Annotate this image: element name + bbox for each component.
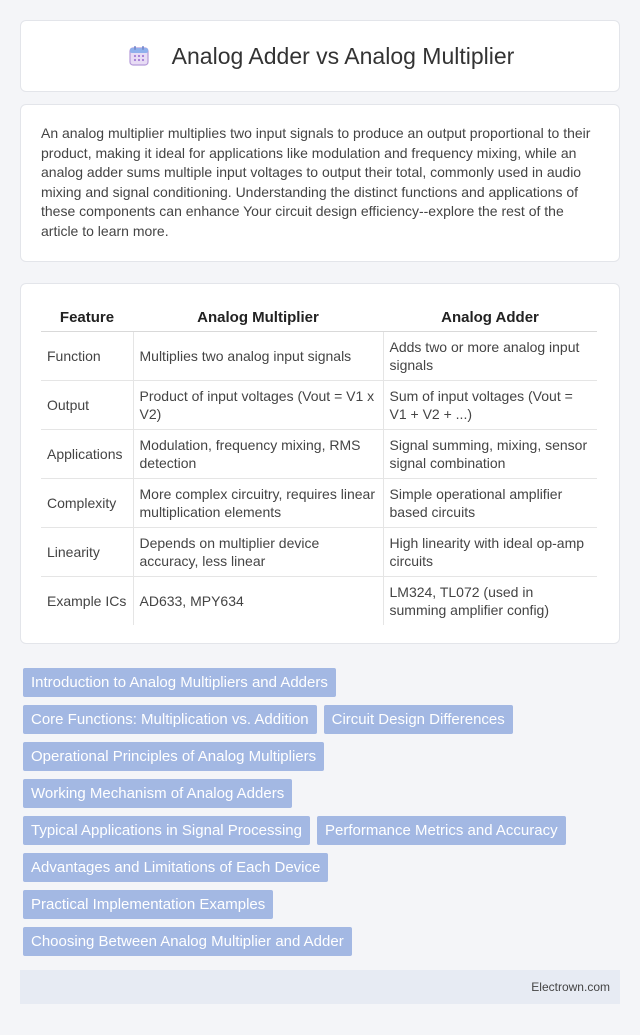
tag-link[interactable]: Advantages and Limitations of Each Device xyxy=(23,853,328,882)
table-cell-feature: Output xyxy=(41,380,133,429)
page-title: Analog Adder vs Analog Multiplier xyxy=(171,42,515,69)
calendar-icon xyxy=(126,43,152,69)
title-card xyxy=(20,20,620,92)
table-cell-multiplier: More complex circuitry, requires linear multiplication elements xyxy=(133,478,383,527)
tag-row xyxy=(23,853,623,882)
column-header-adder: Analog Adder xyxy=(383,304,597,331)
table-row xyxy=(41,429,597,478)
table-cell-feature: Applications xyxy=(41,429,133,478)
table-cell-adder: High linearity with ideal op-amp circuits xyxy=(383,527,597,576)
table-cell-multiplier: Depends on multiplier device accuracy, less linear xyxy=(133,527,383,576)
table-row xyxy=(41,331,597,380)
table-cell-multiplier: Multiplies two analog input signals xyxy=(133,331,383,380)
table-cell-multiplier: Modulation, frequency mixing, RMS detection xyxy=(133,429,383,478)
table-cell-feature: Complexity xyxy=(41,478,133,527)
table-row xyxy=(41,576,597,625)
table-cell-adder: LM324, TL072 (used in summing amplifier config) xyxy=(383,576,597,625)
tag-link[interactable]: Typical Applications in Signal Processing xyxy=(23,816,310,845)
intro-text: An analog multiplier multiplies two input signals to produce an output proportional to their product, making it ideal for applications like modulation and frequency mixing, while an analog adder sums multiple input voltages to output their total, commonly used in audio mixing and signal conditioning. Understanding the distinct functions and applications of these components can enhance Your circuit design efficiency--explore the rest of the article to learn more. xyxy=(41,125,591,239)
tag-row xyxy=(23,742,623,771)
footer-brand: Electrown.com xyxy=(531,980,610,994)
tag-row xyxy=(23,779,623,808)
table-cell-adder: Simple operational amplifier based circuits xyxy=(383,478,597,527)
table-cell-adder: Adds two or more analog input signals xyxy=(383,331,597,380)
table-row xyxy=(41,380,597,429)
table-cell-multiplier: AD633, MPY634 xyxy=(133,576,383,625)
tag-link[interactable]: Practical Implementation Examples xyxy=(23,890,273,919)
tag-link[interactable]: Introduction to Analog Multipliers and Adders xyxy=(23,668,336,697)
footer xyxy=(20,970,620,1004)
table-cell-feature: Example ICs xyxy=(41,576,133,625)
table-cell-feature: Function xyxy=(41,331,133,380)
table-cell-adder: Sum of input voltages (Vout = V1 + V2 + ...) xyxy=(383,380,597,429)
table-cell-adder: Signal summing, mixing, sensor signal combination xyxy=(383,429,597,478)
tag-row xyxy=(23,890,623,919)
tag-link[interactable]: Core Functions: Multiplication vs. Addition xyxy=(23,705,317,734)
table-cell-multiplier: Product of input voltages (Vout = V1 x V2) xyxy=(133,380,383,429)
tag-link[interactable]: Choosing Between Analog Multiplier and Adder xyxy=(23,927,352,956)
tag-link[interactable]: Circuit Design Differences xyxy=(324,705,513,734)
comparison-table xyxy=(41,304,597,625)
comparison-table-card xyxy=(20,283,620,644)
tag-row xyxy=(23,705,623,734)
tag-row xyxy=(23,927,623,956)
intro-card xyxy=(20,104,620,262)
tag-link[interactable]: Operational Principles of Analog Multipliers xyxy=(23,742,324,771)
table-row xyxy=(41,478,597,527)
tag-link[interactable]: Performance Metrics and Accuracy xyxy=(317,816,566,845)
tag-link[interactable]: Working Mechanism of Analog Adders xyxy=(23,779,292,808)
table-header-row xyxy=(41,304,597,331)
tag-row xyxy=(23,668,623,697)
tag-row xyxy=(23,816,623,845)
column-header-feature: Feature xyxy=(41,304,133,331)
topic-tags xyxy=(23,668,623,964)
column-header-multiplier: Analog Multiplier xyxy=(133,304,383,331)
table-cell-feature: Linearity xyxy=(41,527,133,576)
table-row xyxy=(41,527,597,576)
